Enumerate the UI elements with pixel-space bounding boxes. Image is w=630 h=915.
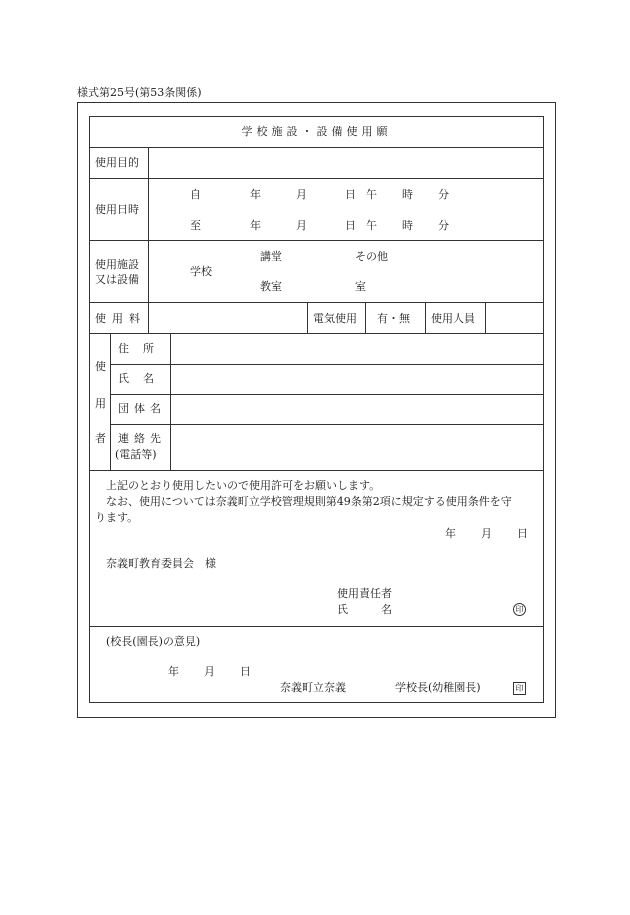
to-minute: 分: [438, 219, 449, 232]
contact-label-line2: (電話等): [115, 448, 157, 461]
opinion-school-name: 奈義町立奈義: [280, 681, 346, 694]
people-label: 使用人員: [431, 312, 475, 325]
row-divider: [110, 394, 544, 395]
facility-other: その他: [355, 250, 388, 263]
address-label: 住所: [118, 342, 168, 355]
fee-field[interactable]: [150, 304, 305, 331]
name-label: 氏名: [118, 372, 168, 385]
statement-date-day: 日: [517, 527, 528, 540]
facility-room: 室: [355, 280, 366, 293]
row-divider: [89, 302, 544, 303]
group-label: 団体名: [118, 402, 166, 415]
opinion-date-month: 月: [204, 665, 215, 678]
facility-classroom: 教室: [260, 280, 282, 293]
datetime-label: 使用日時: [95, 203, 139, 216]
address-field[interactable]: [172, 335, 542, 362]
responsible-name-label: 氏 名: [337, 603, 392, 616]
contact-field[interactable]: [172, 426, 542, 468]
facility-school: 学校: [190, 265, 212, 278]
facility-auditorium: 講堂: [260, 250, 282, 263]
row-divider: [110, 364, 544, 365]
from-year: 年: [250, 188, 261, 201]
opinion-label: (校長(園長)の意見): [106, 635, 201, 648]
to-hour: 時: [402, 219, 413, 232]
from-hour: 時: [402, 188, 413, 201]
opinion-date-year: 年: [168, 665, 179, 678]
row-divider: [110, 424, 544, 425]
purpose-field[interactable]: [150, 149, 542, 176]
electricity-value: 有・無: [377, 312, 410, 325]
column-divider: [307, 302, 308, 333]
column-divider: [110, 333, 111, 470]
addressee: 奈義町教育委員会 様: [106, 557, 216, 570]
row-divider: [89, 147, 544, 148]
statement-date-month: 月: [481, 527, 492, 540]
column-divider: [365, 302, 366, 333]
user-label-char: 用: [95, 397, 106, 410]
statement-line3: ります。: [95, 511, 139, 524]
facility-label-line2: 又は設備: [95, 273, 139, 286]
responsible-label: 使用責任者: [337, 587, 392, 600]
to-month: 月: [296, 219, 307, 232]
to-prefix: 至: [190, 219, 201, 232]
statement-line2: なお、使用については奈義町立学校管理規則第49条第2項に規定する使用条件を守: [106, 495, 512, 508]
row-divider: [89, 240, 544, 241]
to-ampm: 午: [366, 219, 377, 232]
row-divider: [89, 470, 544, 471]
seal-mark: 印: [513, 603, 526, 616]
opinion-principal: 学校長(幼稚園長): [395, 681, 481, 694]
statement-line1: 上記のとおり使用したいので使用許可をお願いします。: [106, 479, 381, 492]
row-divider: [89, 626, 544, 627]
column-divider: [485, 302, 486, 333]
to-year: 年: [250, 219, 261, 232]
responsible-name-field[interactable]: [400, 600, 505, 618]
purpose-label: 使用目的: [95, 156, 139, 169]
principal-seal-mark: 印: [513, 682, 526, 695]
from-month: 月: [296, 188, 307, 201]
to-day: 日: [345, 219, 356, 232]
user-label-char: 使: [95, 360, 106, 373]
name-field[interactable]: [172, 366, 542, 392]
from-prefix: 自: [190, 188, 201, 201]
electricity-label: 電気使用: [313, 312, 357, 325]
from-ampm: 午: [366, 188, 377, 201]
row-divider: [89, 333, 544, 334]
from-day: 日: [345, 188, 356, 201]
column-divider: [425, 302, 426, 333]
contact-label-line1: 連絡先: [118, 432, 166, 445]
column-divider: [170, 333, 171, 470]
column-divider: [148, 147, 149, 333]
form-title: 学校施設・設備使用願: [241, 125, 392, 138]
row-divider: [89, 178, 544, 179]
statement-date-year: 年: [445, 527, 456, 540]
group-field[interactable]: [172, 396, 542, 422]
fee-label: 使用料: [95, 312, 146, 325]
user-label-char: 者: [95, 432, 106, 445]
form-number: 様式第25号(第53条関係): [77, 86, 202, 99]
facility-label-line1: 使用施設: [95, 258, 139, 271]
opinion-date-day: 日: [240, 665, 251, 678]
people-field[interactable]: [487, 304, 542, 331]
from-minute: 分: [438, 188, 449, 201]
